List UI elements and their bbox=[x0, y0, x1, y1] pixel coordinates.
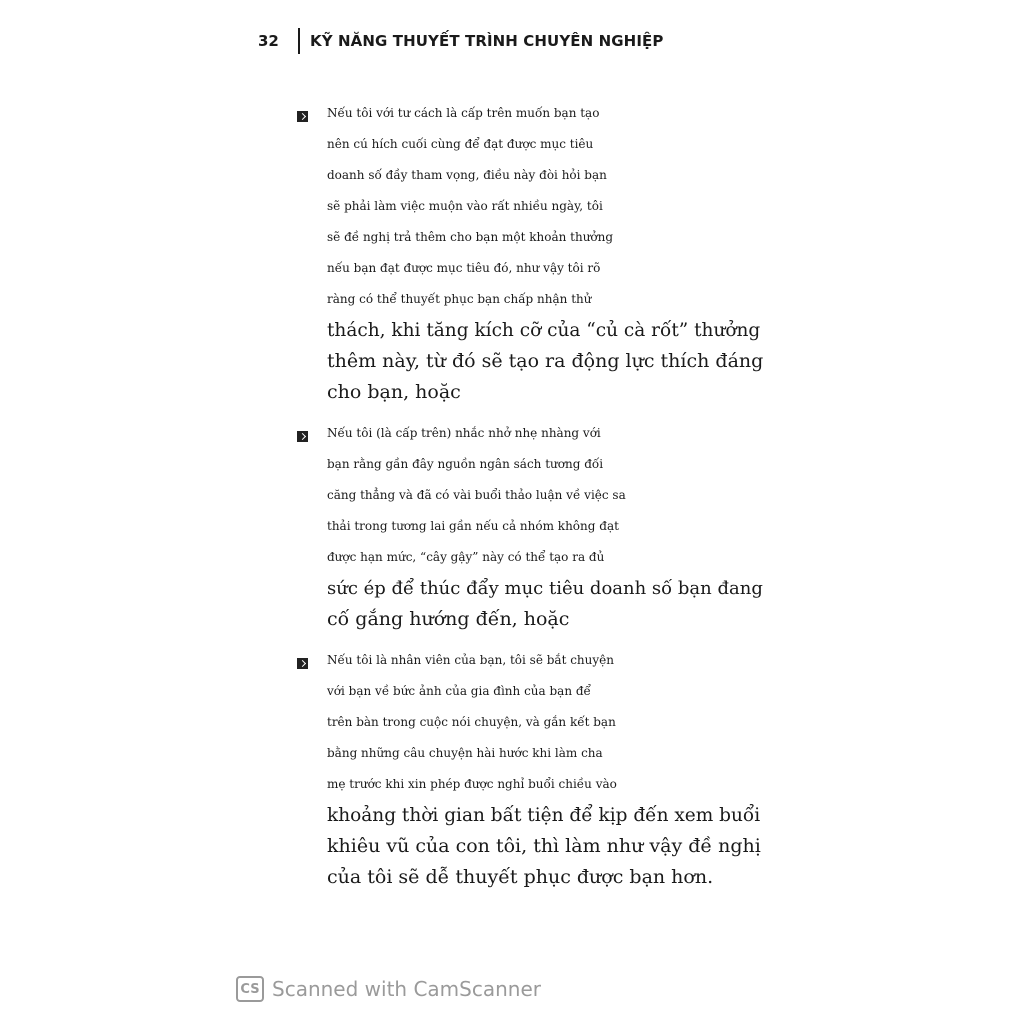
text-line: sức ép để thúc đẩy mục tiêu doanh số bạn đang bbox=[327, 578, 763, 599]
bullet-paragraph bbox=[327, 645, 761, 893]
running-head: KỸ NĂNG THUYẾT TRÌNH CHUYÊN NGHIỆP bbox=[310, 32, 664, 50]
text-line: được hạn mức, “cây gậy” này có thể tạo ra đủ bbox=[327, 550, 605, 564]
square-bullet-icon bbox=[297, 111, 308, 122]
text-line: ràng có thể thuyết phục bạn chấp nhận thử bbox=[327, 292, 592, 306]
text-line: Nếu tôi với tư cách là cấp trên muốn bạn tạo bbox=[327, 106, 600, 120]
square-bullet-icon bbox=[297, 431, 308, 442]
text-line: bằng những câu chuyện hài hước khi làm cha bbox=[327, 746, 603, 760]
page-header bbox=[258, 27, 663, 55]
bullet-item bbox=[297, 98, 767, 408]
bullet-paragraph bbox=[327, 418, 763, 635]
text-line: nếu bạn đạt được mục tiêu đó, như vậy tôi rõ bbox=[327, 261, 601, 275]
page-body bbox=[297, 98, 767, 903]
bullet-item bbox=[297, 418, 767, 635]
text-line: cố gắng hướng đến, hoặc bbox=[327, 608, 570, 630]
text-line: bạn rằng gần đây nguồn ngân sách tương đối bbox=[327, 457, 604, 471]
page-number: 32 bbox=[258, 32, 279, 50]
text-line: trên bàn trong cuộc nói chuyện, và gắn kết bạn bbox=[327, 715, 616, 729]
text-line: Nếu tôi là nhân viên của bạn, tôi sẽ bắt chuyện bbox=[327, 653, 614, 667]
text-line: mẹ trước khi xin phép được nghỉ buổi chiều vào bbox=[327, 777, 617, 791]
text-line: cho bạn, hoặc bbox=[327, 381, 461, 403]
text-line: của tôi sẽ dễ thuyết phục được bạn hơn. bbox=[327, 866, 714, 888]
text-line: Nếu tôi (là cấp trên) nhắc nhở nhẹ nhàng với bbox=[327, 426, 601, 440]
bullet-item bbox=[297, 645, 767, 893]
text-line: nên cú hích cuối cùng để đạt được mục tiêu bbox=[327, 137, 594, 151]
scanner-watermark bbox=[236, 976, 541, 1002]
camscanner-logo-icon: CS bbox=[236, 976, 264, 1002]
text-line: thách, khi tăng kích cỡ của “củ cà rốt” thưởng bbox=[327, 320, 761, 341]
text-line: thêm này, từ đó sẽ tạo ra động lực thích đáng bbox=[327, 350, 764, 372]
bullet-paragraph bbox=[327, 98, 763, 408]
watermark-text: Scanned with CamScanner bbox=[272, 977, 541, 1001]
text-line: khiêu vũ của con tôi, thì làm như vậy đề nghị bbox=[327, 835, 761, 857]
text-line: sẽ phải làm việc muộn vào rất nhiều ngày, tôi bbox=[327, 199, 603, 213]
text-line: căng thẳng và đã có vài buổi thảo luận về việc sa bbox=[327, 488, 626, 502]
square-bullet-icon bbox=[297, 658, 308, 669]
text-line: khoảng thời gian bất tiện để kịp đến xem buổi bbox=[327, 805, 761, 826]
text-line: doanh số đầy tham vọng, điều này đòi hỏi bạn bbox=[327, 168, 607, 182]
text-line: sẽ đề nghị trả thêm cho bạn một khoản thưởng bbox=[327, 230, 614, 244]
text-line: với bạn về bức ảnh của gia đình của bạn để bbox=[327, 684, 591, 698]
header-divider bbox=[298, 28, 300, 54]
text-line: thải trong tương lai gần nếu cả nhóm không đạt bbox=[327, 519, 619, 533]
